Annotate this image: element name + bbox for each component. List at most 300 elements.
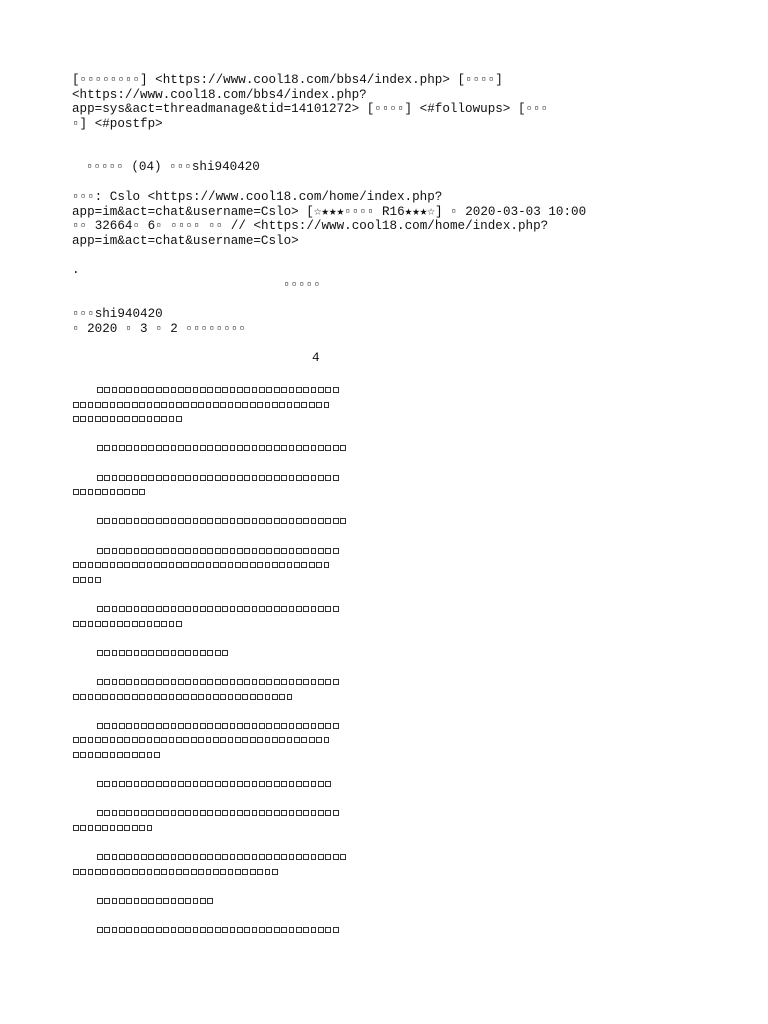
paragraph-line: [96, 544, 339, 559]
missing-glyph-icon: [259, 387, 265, 393]
missing-glyph-icon: [88, 825, 94, 831]
missing-glyph-icon: [185, 854, 191, 860]
missing-glyph-icon: [134, 650, 140, 656]
missing-glyph-icon: [242, 694, 248, 700]
centered-heading: ▫▫▫▫▫: [283, 278, 321, 292]
missing-glyph-icon: [325, 927, 331, 933]
missing-glyph-icon: [134, 810, 140, 816]
missing-glyph-icon: [318, 445, 324, 451]
missing-glyph-icon: [200, 518, 206, 524]
missing-glyph-icon: [222, 781, 228, 787]
missing-glyph-icon: [257, 562, 263, 568]
header-nav-line-1: [72, 73, 503, 88]
missing-glyph-icon: [265, 869, 271, 875]
missing-glyph-icon: [156, 854, 162, 860]
paragraph-line: [96, 441, 347, 456]
missing-glyph-icon: [318, 548, 324, 554]
missing-glyph-icon: [220, 562, 226, 568]
missing-glyph-icon: [141, 606, 147, 612]
missing-glyph-icon: [126, 854, 132, 860]
missing-glyph-icon: [95, 621, 101, 627]
missing-glyph-icon: [147, 825, 153, 831]
missing-glyph-icon: [112, 781, 118, 787]
missing-glyph-icon: [324, 737, 330, 743]
missing-glyph-icon: [169, 869, 175, 875]
missing-glyph-icon: [207, 781, 213, 787]
missing-glyph-icon: [325, 679, 331, 685]
missing-glyph-icon: [266, 810, 272, 816]
missing-glyph-icon: [230, 854, 236, 860]
missing-glyph-icon: [163, 927, 169, 933]
missing-glyph-icon: [163, 387, 169, 393]
missing-glyph-icon: [207, 898, 213, 904]
views-count: 32664: [94, 219, 133, 233]
missing-glyph-icon: [126, 518, 132, 524]
missing-glyph-icon: [281, 606, 287, 612]
missing-glyph-icon: [139, 489, 145, 495]
missing-glyph-icon: [185, 445, 191, 451]
missing-glyph-icon: [183, 869, 189, 875]
missing-glyph-icon: [207, 650, 213, 656]
missing-glyph-icon: [296, 927, 302, 933]
missing-glyph-icon: [230, 723, 236, 729]
missing-glyph-icon: [191, 402, 197, 408]
missing-glyph-icon: [200, 723, 206, 729]
missing-glyph-icon: [132, 737, 138, 743]
missing-glyph-icon: [104, 810, 110, 816]
missing-glyph-icon: [318, 518, 324, 524]
missing-glyph-icon: [198, 562, 204, 568]
missing-glyph-icon: [193, 387, 199, 393]
author-url-link-cont[interactable]: app=im&act=chat&username=Cslo>: [72, 205, 299, 219]
missing-glyph-icon: [148, 650, 154, 656]
missing-glyph-icon: [281, 810, 287, 816]
missing-glyph-icon: [230, 810, 236, 816]
missing-glyph-icon: [141, 518, 147, 524]
missing-glyph-icon: [311, 854, 317, 860]
missing-glyph-icon: [73, 562, 79, 568]
missing-glyph-icon: [95, 577, 101, 583]
missing-glyph-icon: [126, 723, 132, 729]
missing-glyph-icon: [220, 869, 226, 875]
missing-glyph-icon: [154, 752, 160, 758]
missing-glyph-icon: [242, 562, 248, 568]
missing-glyph-icon: [134, 606, 140, 612]
author-rank: [☆★★★▫▫▫▫ R16★★★☆]: [306, 205, 443, 219]
missing-glyph-icon: [104, 679, 110, 685]
followups-anchor-link[interactable]: <#followups>: [419, 102, 511, 116]
thread-manage-link[interactable]: [▫▫▫▫]: [457, 73, 503, 87]
missing-glyph-icon: [185, 723, 191, 729]
missing-glyph-icon: [80, 621, 86, 627]
meta-line-1: [72, 190, 442, 205]
missing-glyph-icon: [237, 387, 243, 393]
missing-glyph-icon: [191, 869, 197, 875]
missing-glyph-icon: [281, 679, 287, 685]
missing-glyph-icon: [215, 679, 221, 685]
missing-glyph-icon: [252, 810, 258, 816]
missing-glyph-icon: [132, 402, 138, 408]
missing-glyph-icon: [147, 737, 153, 743]
missing-glyph-icon: [222, 650, 228, 656]
missing-glyph-icon: [252, 927, 258, 933]
missing-glyph-icon: [265, 402, 271, 408]
paragraph-line: [72, 398, 330, 413]
missing-glyph-icon: [112, 548, 118, 554]
missing-glyph-icon: [237, 781, 243, 787]
missing-glyph-icon: [237, 679, 243, 685]
missing-glyph-icon: [200, 781, 206, 787]
missing-glyph-icon: [207, 606, 213, 612]
missing-glyph-icon: [325, 854, 331, 860]
thread-index-link[interactable]: [▫▫▫▫▫▫▫▫]: [72, 73, 148, 87]
missing-glyph-icon: [289, 927, 295, 933]
missing-glyph-icon: [279, 694, 285, 700]
missing-glyph-icon: [148, 927, 154, 933]
missing-glyph-icon: [97, 518, 103, 524]
missing-glyph-icon: [110, 752, 116, 758]
missing-glyph-icon: [265, 737, 271, 743]
missing-glyph-icon: [333, 475, 339, 481]
missing-glyph-icon: [176, 562, 182, 568]
missing-glyph-icon: [88, 416, 94, 422]
missing-glyph-icon: [228, 869, 234, 875]
paragraph-line: [96, 894, 214, 909]
missing-glyph-icon: [132, 694, 138, 700]
missing-glyph-icon: [215, 927, 221, 933]
missing-glyph-icon: [244, 927, 250, 933]
missing-glyph-icon: [97, 810, 103, 816]
missing-glyph-icon: [289, 723, 295, 729]
missing-glyph-icon: [303, 475, 309, 481]
missing-glyph-icon: [178, 650, 184, 656]
missing-glyph-icon: [102, 869, 108, 875]
missing-glyph-icon: [200, 854, 206, 860]
missing-glyph-icon: [289, 518, 295, 524]
missing-glyph-icon: [95, 416, 101, 422]
missing-glyph-icon: [88, 402, 94, 408]
missing-glyph-icon: [266, 781, 272, 787]
missing-glyph-icon: [171, 518, 177, 524]
missing-glyph-icon: [340, 445, 346, 451]
missing-glyph-icon: [147, 694, 153, 700]
missing-glyph-icon: [230, 679, 236, 685]
missing-glyph-icon: [119, 548, 125, 554]
missing-glyph-icon: [200, 927, 206, 933]
missing-glyph-icon: [279, 402, 285, 408]
missing-glyph-icon: [259, 781, 265, 787]
missing-glyph-icon: [178, 723, 184, 729]
missing-glyph-icon: [161, 621, 167, 627]
missing-glyph-icon: [124, 402, 130, 408]
missing-glyph-icon: [97, 679, 103, 685]
date-line-prefix: ▫: [72, 322, 80, 336]
missing-glyph-icon: [169, 737, 175, 743]
missing-glyph-icon: [104, 781, 110, 787]
missing-glyph-icon: [333, 679, 339, 685]
missing-glyph-icon: [206, 402, 212, 408]
missing-glyph-icon: [252, 475, 258, 481]
paragraph-line: [72, 573, 102, 588]
missing-glyph-icon: [215, 475, 221, 481]
missing-glyph-icon: [200, 606, 206, 612]
missing-glyph-icon: [230, 518, 236, 524]
missing-glyph-icon: [272, 737, 278, 743]
missing-glyph-icon: [296, 723, 302, 729]
author-label: ▫▫▫:: [72, 190, 103, 204]
header-nav-line-3: [72, 102, 548, 117]
missing-glyph-icon: [237, 606, 243, 612]
missing-glyph-icon: [139, 752, 145, 758]
missing-glyph-icon: [80, 402, 86, 408]
missing-glyph-icon: [193, 723, 199, 729]
missing-glyph-icon: [148, 518, 154, 524]
missing-glyph-icon: [228, 402, 234, 408]
missing-glyph-icon: [112, 810, 118, 816]
missing-glyph-icon: [185, 606, 191, 612]
paragraph-line: [72, 690, 293, 705]
missing-glyph-icon: [266, 445, 272, 451]
missing-glyph-icon: [311, 445, 317, 451]
missing-glyph-icon: [324, 402, 330, 408]
missing-glyph-icon: [281, 387, 287, 393]
missing-glyph-icon: [222, 927, 228, 933]
missing-glyph-icon: [117, 402, 123, 408]
missing-glyph-icon: [213, 869, 219, 875]
missing-glyph-icon: [141, 548, 147, 554]
missing-glyph-icon: [259, 810, 265, 816]
paragraph-line: [72, 617, 183, 632]
share-url-link-cont[interactable]: app=im&act=chat&username=Cslo>: [72, 234, 299, 248]
missing-glyph-icon: [230, 475, 236, 481]
missing-glyph-icon: [73, 577, 79, 583]
missing-glyph-icon: [171, 387, 177, 393]
missing-glyph-icon: [95, 489, 101, 495]
missing-glyph-icon: [154, 402, 160, 408]
missing-glyph-icon: [141, 679, 147, 685]
missing-glyph-icon: [119, 898, 125, 904]
missing-glyph-icon: [134, 548, 140, 554]
missing-glyph-icon: [97, 854, 103, 860]
missing-glyph-icon: [124, 562, 130, 568]
missing-glyph-icon: [126, 898, 132, 904]
missing-glyph-icon: [161, 402, 167, 408]
missing-glyph-icon: [193, 781, 199, 787]
missing-glyph-icon: [163, 475, 169, 481]
missing-glyph-icon: [124, 416, 130, 422]
missing-glyph-icon: [185, 650, 191, 656]
missing-glyph-icon: [296, 810, 302, 816]
missing-glyph-icon: [266, 475, 272, 481]
date-line-mid-1: ▫: [124, 322, 133, 336]
missing-glyph-icon: [289, 810, 295, 816]
missing-glyph-icon: [281, 445, 287, 451]
missing-glyph-icon: [147, 416, 153, 422]
postfp-anchor-link[interactable]: <#postfp>: [94, 117, 163, 131]
missing-glyph-icon: [163, 548, 169, 554]
missing-glyph-icon: [252, 606, 258, 612]
missing-glyph-icon: [244, 723, 250, 729]
missing-glyph-icon: [303, 518, 309, 524]
missing-glyph-icon: [156, 606, 162, 612]
missing-glyph-icon: [198, 694, 204, 700]
missing-glyph-icon: [102, 752, 108, 758]
missing-glyph-icon: [244, 854, 250, 860]
missing-glyph-icon: [104, 475, 110, 481]
missing-glyph-icon: [134, 387, 140, 393]
missing-glyph-icon: [340, 518, 346, 524]
missing-glyph-icon: [259, 475, 265, 481]
missing-glyph-icon: [134, 475, 140, 481]
missing-glyph-icon: [126, 927, 132, 933]
paragraph-line: [96, 602, 339, 617]
paragraph-line: [72, 412, 183, 427]
title-author: shi940420: [191, 160, 260, 174]
missing-glyph-icon: [207, 810, 213, 816]
missing-glyph-icon: [266, 548, 272, 554]
missing-glyph-icon: [289, 679, 295, 685]
paragraph-line: [96, 923, 339, 938]
missing-glyph-icon: [200, 475, 206, 481]
missing-glyph-icon: [259, 548, 265, 554]
paragraph-line: [96, 471, 339, 486]
paragraph-line: [72, 733, 330, 748]
missing-glyph-icon: [169, 416, 175, 422]
missing-glyph-icon: [274, 606, 280, 612]
missing-glyph-icon: [325, 781, 331, 787]
share-url-link[interactable]: <https://www.cool18.com/home/index.php?: [253, 219, 549, 233]
meta-line-3: [72, 219, 548, 234]
missing-glyph-icon: [102, 737, 108, 743]
missing-glyph-icon: [171, 548, 177, 554]
missing-glyph-icon: [222, 387, 228, 393]
missing-glyph-icon: [156, 810, 162, 816]
missing-glyph-icon: [124, 869, 130, 875]
missing-glyph-icon: [311, 679, 317, 685]
missing-glyph-icon: [259, 518, 265, 524]
missing-glyph-icon: [257, 869, 263, 875]
missing-glyph-icon: [289, 781, 295, 787]
missing-glyph-icon: [244, 606, 250, 612]
missing-glyph-icon: [207, 387, 213, 393]
missing-glyph-icon: [193, 927, 199, 933]
missing-glyph-icon: [325, 548, 331, 554]
missing-glyph-icon: [289, 387, 295, 393]
missing-glyph-icon: [259, 679, 265, 685]
missing-glyph-icon: [139, 825, 145, 831]
thread-manage-url-link[interactable]: <https://www.cool18.com/bbs4/index.php?: [72, 88, 367, 102]
missing-glyph-icon: [110, 562, 116, 568]
missing-glyph-icon: [301, 402, 307, 408]
missing-glyph-icon: [97, 475, 103, 481]
missing-glyph-icon: [220, 402, 226, 408]
missing-glyph-icon: [303, 679, 309, 685]
missing-glyph-icon: [257, 402, 263, 408]
author-name-link[interactable]: Cslo: [109, 190, 141, 204]
missing-glyph-icon: [316, 737, 322, 743]
missing-glyph-icon: [259, 927, 265, 933]
meta-line-2: [72, 205, 586, 220]
missing-glyph-icon: [163, 898, 169, 904]
missing-glyph-icon: [97, 548, 103, 554]
missing-glyph-icon: [104, 518, 110, 524]
missing-glyph-icon: [289, 548, 295, 554]
followups-link[interactable]: [▫▫▫▫]: [366, 102, 413, 116]
missing-glyph-icon: [163, 606, 169, 612]
missing-glyph-icon: [287, 737, 293, 743]
missing-glyph-icon: [102, 416, 108, 422]
missing-glyph-icon: [200, 548, 206, 554]
missing-glyph-icon: [259, 445, 265, 451]
missing-glyph-icon: [141, 781, 147, 787]
postfp-link-cont[interactable]: ▫]: [72, 117, 88, 131]
missing-glyph-icon: [325, 810, 331, 816]
missing-glyph-icon: [124, 737, 130, 743]
missing-glyph-icon: [185, 518, 191, 524]
missing-glyph-icon: [88, 489, 94, 495]
missing-glyph-icon: [178, 679, 184, 685]
missing-glyph-icon: [303, 854, 309, 860]
missing-glyph-icon: [303, 927, 309, 933]
title-boxes-2: ▫▫▫: [169, 160, 192, 174]
thread-manage-url-link-cont[interactable]: app=sys&act=threadmanage&tid=14101272>: [72, 102, 360, 116]
missing-glyph-icon: [119, 445, 125, 451]
missing-glyph-icon: [156, 927, 162, 933]
missing-glyph-icon: [222, 854, 228, 860]
missing-glyph-icon: [237, 810, 243, 816]
missing-glyph-icon: [117, 562, 123, 568]
missing-glyph-icon: [222, 810, 228, 816]
missing-glyph-icon: [139, 416, 145, 422]
missing-glyph-icon: [318, 387, 324, 393]
missing-glyph-icon: [244, 518, 250, 524]
missing-glyph-icon: [178, 445, 184, 451]
missing-glyph-icon: [119, 854, 125, 860]
missing-glyph-icon: [333, 606, 339, 612]
bbs-index-url-link[interactable]: <https://www.cool18.com/bbs4/index.php>: [155, 73, 450, 87]
missing-glyph-icon: [215, 723, 221, 729]
missing-glyph-icon: [73, 489, 79, 495]
missing-glyph-icon: [97, 927, 103, 933]
missing-glyph-icon: [161, 416, 167, 422]
missing-glyph-icon: [213, 694, 219, 700]
missing-glyph-icon: [309, 402, 315, 408]
missing-glyph-icon: [296, 606, 302, 612]
author-url-link[interactable]: <https://www.cool18.com/home/index.php?: [147, 190, 443, 204]
date-line-suffix: ▫▫▫▫▫▫▫▫: [185, 322, 246, 336]
date-line-month: 3: [140, 322, 148, 336]
missing-glyph-icon: [252, 723, 258, 729]
paragraph-line: [96, 383, 339, 398]
paragraph-line: [96, 777, 332, 792]
missing-glyph-icon: [119, 475, 125, 481]
missing-glyph-icon: [161, 737, 167, 743]
missing-glyph-icon: [200, 387, 206, 393]
missing-glyph-icon: [119, 927, 125, 933]
missing-glyph-icon: [117, 752, 123, 758]
missing-glyph-icon: [117, 869, 123, 875]
missing-glyph-icon: [193, 650, 199, 656]
missing-glyph-icon: [318, 927, 324, 933]
byline-name: shi940420: [94, 307, 163, 321]
missing-glyph-icon: [178, 854, 184, 860]
missing-glyph-icon: [156, 387, 162, 393]
missing-glyph-icon: [266, 723, 272, 729]
missing-glyph-icon: [171, 927, 177, 933]
postfp-link[interactable]: [▫▫▫: [517, 102, 549, 116]
missing-glyph-icon: [265, 694, 271, 700]
missing-glyph-icon: [222, 679, 228, 685]
